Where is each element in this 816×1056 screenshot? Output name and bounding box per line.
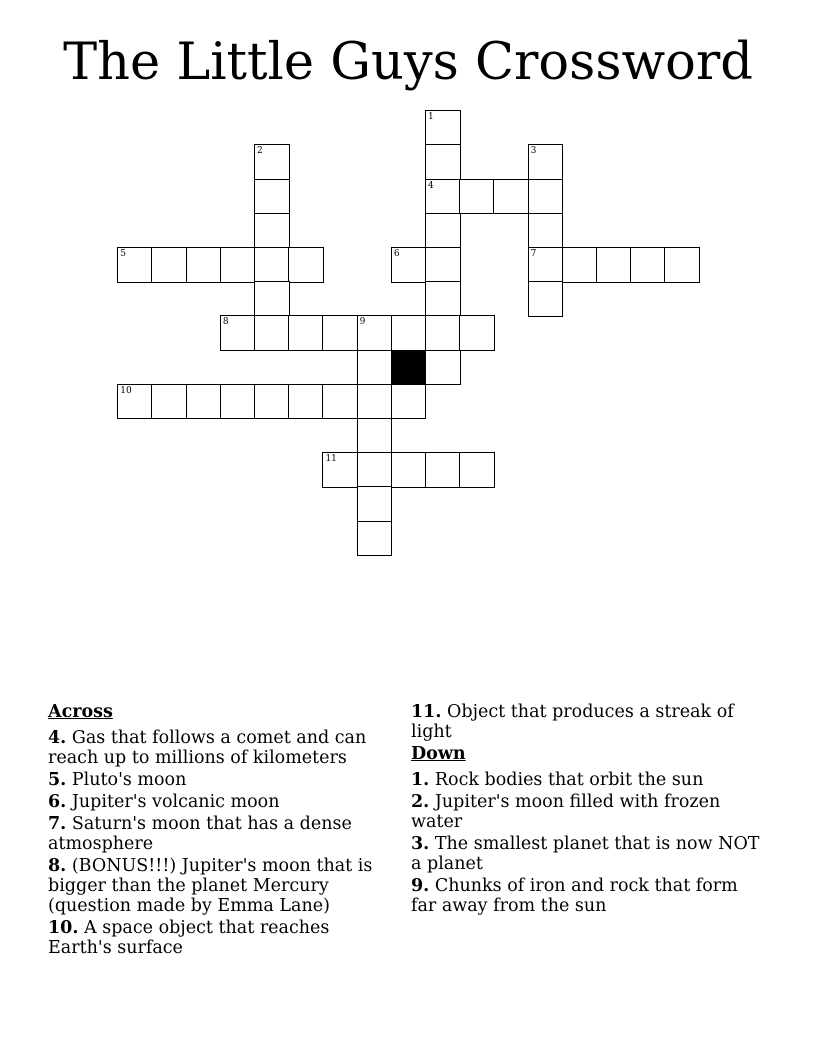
across-heading: Across — [48, 702, 113, 722]
crossword-block-cell — [391, 350, 427, 386]
crossword-cell[interactable] — [151, 384, 187, 420]
cell-number: 4 — [428, 180, 434, 191]
cell-number: 6 — [393, 249, 400, 260]
crossword-cell[interactable] — [357, 315, 393, 351]
crossword-cell[interactable] — [459, 452, 495, 488]
clue-across-4 — [48, 728, 388, 768]
clue-text: Jupiter's volcanic moon — [71, 792, 280, 812]
crossword-cell[interactable] — [220, 315, 256, 351]
crossword-cell[interactable] — [151, 247, 187, 283]
cell-number: 7 — [530, 249, 537, 260]
clue-number: 2. — [411, 792, 430, 812]
crossword-cell[interactable] — [630, 247, 666, 283]
cell-number: 1 — [428, 112, 434, 123]
crossword-cell[interactable] — [357, 521, 393, 557]
crossword-cell[interactable] — [425, 144, 461, 180]
clue-number: 9. — [411, 876, 430, 896]
clue-number: 1. — [411, 770, 430, 790]
clue-text: Pluto's moon — [71, 770, 187, 790]
crossword-cell[interactable] — [220, 384, 256, 420]
clue-text: Object that produces a streak of light — [411, 702, 734, 742]
crossword-cell[interactable] — [391, 315, 427, 351]
clue-text: Saturn's moon that has a dense atmosphere — [48, 814, 352, 854]
crossword-cell[interactable] — [288, 315, 324, 351]
crossword-cell[interactable] — [220, 247, 256, 283]
crossword-cell[interactable] — [425, 452, 461, 488]
crossword-cell[interactable] — [425, 213, 461, 249]
crossword-cell[interactable] — [357, 486, 393, 522]
cell-number: 8 — [222, 317, 229, 328]
cell-number: 10 — [120, 385, 132, 396]
crossword-cell[interactable] — [425, 179, 461, 215]
clue-across-10 — [48, 918, 388, 958]
crossword-cell[interactable] — [322, 452, 358, 488]
clues-left-column — [48, 702, 388, 960]
crossword-cell[interactable] — [664, 247, 700, 283]
crossword-cell[interactable] — [425, 315, 461, 351]
crossword-cell[interactable] — [322, 315, 358, 351]
clue-number: 8. — [48, 856, 67, 876]
crossword-cell[interactable] — [459, 315, 495, 351]
crossword-cell[interactable] — [288, 384, 324, 420]
clue-down-9 — [411, 876, 761, 916]
clue-text: Gas that follows a comet and can reach up to millions of kilometers — [48, 728, 367, 768]
clue-down-1 — [411, 770, 761, 790]
clue-number: 4. — [48, 728, 67, 748]
cell-number: 11 — [325, 454, 337, 465]
crossword-cell[interactable] — [425, 350, 461, 386]
crossword-cell[interactable] — [425, 247, 461, 283]
clue-text: A space object that reaches Earth's surface — [48, 918, 330, 958]
crossword-cell[interactable] — [357, 418, 393, 454]
crossword-cell[interactable] — [562, 247, 598, 283]
crossword-cell[interactable] — [528, 281, 564, 317]
crossword-cell[interactable] — [186, 247, 222, 283]
cell-number: 3 — [530, 146, 537, 157]
page-title: The Little Guys Crossword — [63, 33, 753, 92]
clue-number: 3. — [411, 834, 430, 854]
clue-text: Jupiter's moon filled with frozen water — [411, 792, 721, 832]
crossword-cell[interactable] — [528, 247, 564, 283]
clue-text: (BONUS!!!) Jupiter's moon that is bigger than the planet Mercury (question made by Emma Lane) — [48, 856, 373, 916]
crossword-cell[interactable] — [528, 213, 564, 249]
cell-number: 5 — [120, 249, 126, 260]
crossword-cell[interactable] — [528, 144, 564, 180]
crossword-cell[interactable] — [391, 452, 427, 488]
crossword-cell[interactable] — [357, 452, 393, 488]
clue-number: 7. — [48, 814, 67, 834]
crossword-cell[interactable] — [254, 179, 290, 215]
clue-number: 6. — [48, 792, 67, 812]
crossword-cell[interactable] — [493, 179, 529, 215]
clue-down-2 — [411, 792, 761, 832]
crossword-cell[interactable] — [425, 281, 461, 317]
clue-number: 10. — [48, 918, 79, 938]
crossword-cell[interactable] — [254, 281, 290, 317]
crossword-cell[interactable] — [391, 247, 427, 283]
crossword-cell[interactable] — [254, 247, 290, 283]
clue-across-11 — [411, 702, 761, 742]
crossword-cell[interactable] — [425, 110, 461, 146]
crossword-cell[interactable] — [117, 384, 153, 420]
down-heading: Down — [411, 744, 466, 764]
crossword-cell[interactable] — [288, 247, 324, 283]
clue-across-7 — [48, 814, 388, 854]
crossword-cell[interactable] — [357, 350, 393, 386]
clue-text: The smallest planet that is now NOT a planet — [411, 834, 760, 874]
crossword-cell[interactable] — [596, 247, 632, 283]
clue-across-5 — [48, 770, 388, 790]
clues-right-column — [411, 702, 761, 918]
clue-down-3 — [411, 834, 761, 874]
clue-number: 11. — [411, 702, 442, 722]
cell-number: 2 — [257, 146, 263, 157]
crossword-cell[interactable] — [254, 315, 290, 351]
cell-number: 9 — [359, 317, 366, 328]
clue-text: Chunks of iron and rock that form far away from the sun — [411, 876, 738, 916]
clue-across-8 — [48, 856, 388, 916]
crossword-cell[interactable] — [357, 384, 393, 420]
crossword-cell[interactable] — [254, 213, 290, 249]
clue-text: Rock bodies that orbit the sun — [434, 770, 704, 790]
crossword-cell[interactable] — [322, 384, 358, 420]
clue-across-6 — [48, 792, 388, 812]
crossword-cell[interactable] — [186, 384, 222, 420]
crossword-cell[interactable] — [117, 247, 153, 283]
crossword-cell[interactable] — [254, 384, 290, 420]
clue-number: 5. — [48, 770, 67, 790]
crossword-cell[interactable] — [459, 179, 495, 215]
crossword-cell[interactable] — [254, 144, 290, 180]
crossword-cell[interactable] — [391, 384, 427, 420]
crossword-cell[interactable] — [528, 179, 564, 215]
